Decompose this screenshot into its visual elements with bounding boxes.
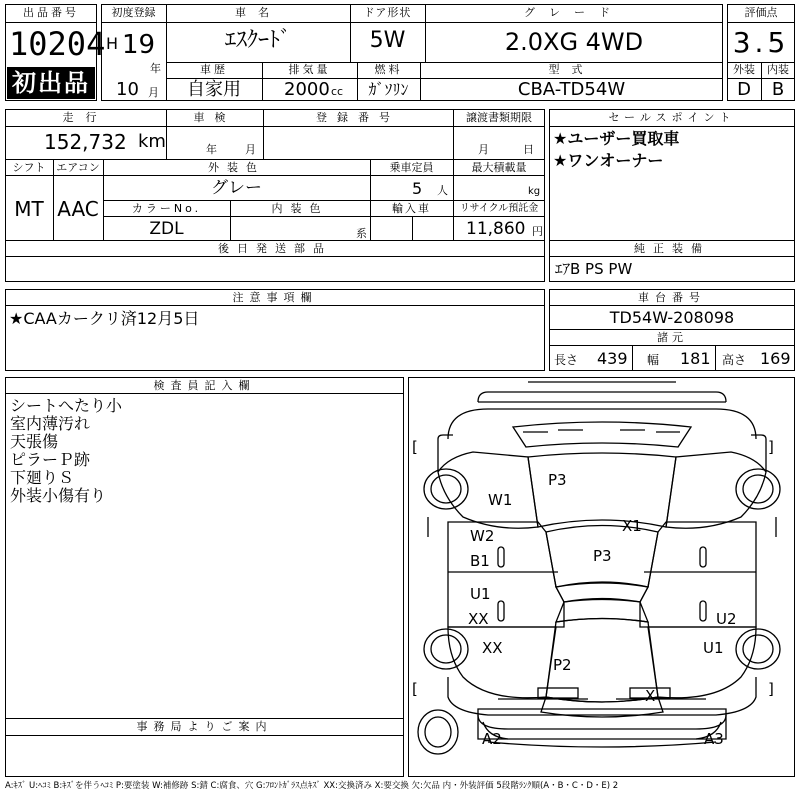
color-no-header: カラーNo. xyxy=(131,202,202,215)
ext-score: D xyxy=(737,79,751,100)
mark-u1-left: U1 xyxy=(470,585,491,603)
inspector-note-5: 下廻りＳ xyxy=(10,468,75,487)
model-value: CBA-TD54W xyxy=(517,79,626,100)
inspector-note-2: 室内薄汚れ xyxy=(10,414,91,433)
first-reg-header: 初度登録 xyxy=(111,6,156,19)
first-reg-month: 10 xyxy=(116,79,139,100)
mark-x-rear: X xyxy=(645,687,656,705)
mark-p3-mid: P3 xyxy=(593,547,612,565)
equipment-header: 純正装備 xyxy=(634,242,710,255)
recycle-header: リサイクル預託金 xyxy=(459,203,539,214)
height-label: 高さ xyxy=(722,353,747,367)
mark-u1-right: U1 xyxy=(703,639,724,657)
inspector-note-3: 天張傷 xyxy=(10,432,59,451)
mark-a3: A3 xyxy=(704,730,724,748)
model-header: 型式 xyxy=(548,63,595,76)
mark-p3-front: P3 xyxy=(548,471,567,489)
mileage-value: 152,732 xyxy=(44,130,127,154)
ext-color-value: グレー xyxy=(211,178,262,198)
score-value: 3.5 xyxy=(732,26,790,59)
mileage-header: 走行 xyxy=(62,111,109,124)
mark-w1: W1 xyxy=(488,491,513,509)
displacement-value: 2000 xyxy=(284,79,330,100)
sales-point-2: ★ワンオーナー xyxy=(553,151,664,170)
width-value: 181 xyxy=(680,349,711,368)
caution-value: ★CAAカークリ済12月5日 xyxy=(9,309,200,328)
first-listing-badge: 初出品 xyxy=(7,67,95,99)
mark-fr-bracket: ] xyxy=(768,438,774,456)
inspection-header: 車検 xyxy=(193,111,236,124)
car-name-value: ｴｽｸｰﾄﾞ xyxy=(224,28,291,53)
score-header: 評価点 xyxy=(744,6,778,19)
fuel-value: ｶﾞｿﾘﾝ xyxy=(368,80,409,99)
sales-point-1: ★ユーザー買取車 xyxy=(553,129,680,148)
mark-xx-left2: XX xyxy=(482,639,503,657)
transfer-month-unit: 月 xyxy=(478,143,489,156)
first-reg-era: H xyxy=(106,34,119,53)
door-value: 5W xyxy=(369,28,406,53)
transfer-header: 譲渡書類期限 xyxy=(466,111,532,124)
inspector-note-1: シートへたり小 xyxy=(10,396,123,415)
inspection-year-unit: 年 xyxy=(206,143,217,156)
car-name-header: 車名 xyxy=(235,6,281,19)
later-parts-header: 後日発送部品 xyxy=(218,242,332,255)
int-color-unit: 系 xyxy=(356,227,367,240)
height-value: 169 xyxy=(760,349,791,368)
inspection-month-unit: 月 xyxy=(245,143,256,156)
dims-header: 諸元 xyxy=(657,331,687,344)
mark-w2: W2 xyxy=(470,527,495,545)
office-header: 事務局よりご案内 xyxy=(136,720,273,733)
displacement-header: 排気量 xyxy=(288,63,331,76)
load-unit: kg xyxy=(528,186,541,197)
mark-rr-bracket: ] xyxy=(768,680,774,698)
first-reg-year: 19 xyxy=(122,30,156,60)
door-header: ドア形状 xyxy=(363,6,412,19)
width-label: 幅 xyxy=(647,353,660,367)
lot-header: 出品番号 xyxy=(23,6,79,19)
mark-xx-left1: XX xyxy=(468,610,489,628)
ext-score-header: 外装 xyxy=(733,63,755,76)
equipment-value: ｴｱB PS PW xyxy=(555,260,633,278)
mark-a2: A2 xyxy=(482,730,502,748)
displacement-unit: cc xyxy=(331,85,344,98)
first-reg-year-unit: 年 xyxy=(150,62,161,75)
history-header: 車歴 xyxy=(200,63,228,76)
color-no-value: ZDL xyxy=(149,219,184,239)
length-label: 長さ xyxy=(554,353,579,367)
int-color-header: 内装色 xyxy=(271,202,329,215)
aircon-header: エアコン xyxy=(56,161,100,174)
int-score: B xyxy=(771,79,785,100)
mark-p2: P2 xyxy=(553,656,572,674)
caution-header: 注意事項欄 xyxy=(232,291,318,304)
shift-header: シフト xyxy=(12,161,46,174)
length-value: 439 xyxy=(597,349,628,368)
legend-text: A:ｷｽﾞ U:ﾍｺﾐ B:ｷｽﾞを伴うﾍｺﾐ P:要塗装 W:補修跡 S:錆 C:腐食、穴 G:ﾌﾛﾝﾄｶﾞﾗｽ点ｷｽﾞ XX:交換済み X:要交換 欠:欠品 内・外装評価 5段階ﾗﾝｸ順(A・B・C・D・E) 2 xyxy=(5,781,619,791)
inspector-note-6: 外装小傷有り xyxy=(10,486,107,505)
capacity-unit: 人 xyxy=(437,184,448,197)
import-header: 輸入車 xyxy=(392,202,431,215)
first-reg-month-unit: 月 xyxy=(148,86,159,99)
shift-value: MT xyxy=(14,197,44,221)
mark-x1: X1 xyxy=(622,517,642,535)
mark-fl-bracket: [ xyxy=(412,438,418,456)
lot-number: 10204 xyxy=(9,25,106,63)
inspector-note-4: ピラーＰ跡 xyxy=(10,450,91,469)
capacity-header: 乗車定員 xyxy=(389,161,434,174)
grade-value: 2.0XG 4WD xyxy=(504,28,644,56)
inspector-header: 検査員記入欄 xyxy=(153,379,256,392)
mileage-unit: km xyxy=(138,131,166,152)
chassis-header: 車台番号 xyxy=(638,291,706,304)
load-header: 最大積載量 xyxy=(471,161,527,174)
mark-b1: B1 xyxy=(470,552,490,570)
reg-no-header: 登録番号 xyxy=(316,111,400,124)
car-diagram xyxy=(408,377,795,777)
recycle-value: 11,860 xyxy=(466,219,526,239)
capacity-value: 5 xyxy=(412,179,423,198)
int-score-header: 内装 xyxy=(767,63,789,76)
mark-rl-bracket: [ xyxy=(412,680,418,698)
chassis-value: TD54W-208098 xyxy=(609,308,735,327)
grade-header: グレード xyxy=(524,6,624,19)
fuel-header: 燃料 xyxy=(374,63,403,76)
sales-points-header: セールスポイント xyxy=(608,111,736,124)
aircon-value: AAC xyxy=(57,197,99,221)
transfer-day-unit: 日 xyxy=(523,143,534,156)
ext-color-header: 外装色 xyxy=(208,161,265,174)
mark-u2: U2 xyxy=(716,610,737,628)
recycle-unit: 円 xyxy=(532,225,543,238)
history-value: 自家用 xyxy=(187,79,241,100)
